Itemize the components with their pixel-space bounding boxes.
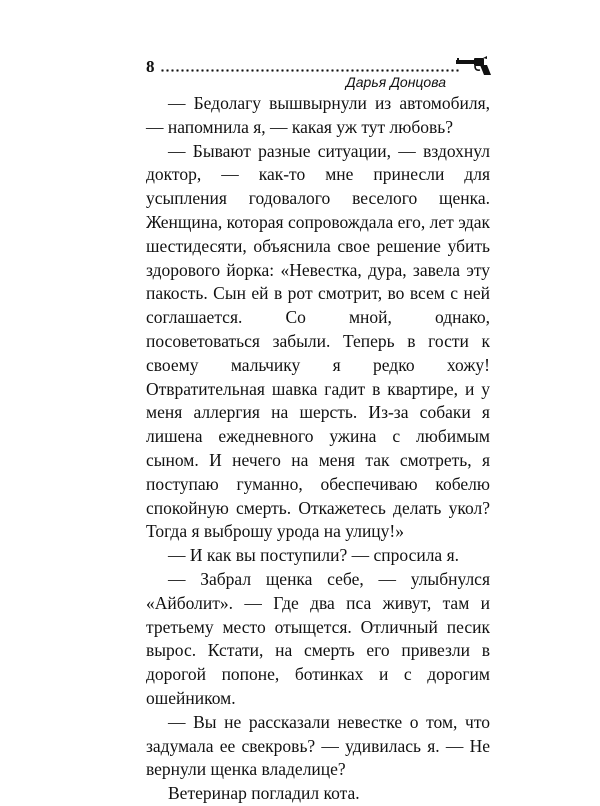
pistol-icon [456,56,492,76]
running-header [146,54,490,94]
paragraph: — Забрал щенка себе, — улыбнулся «Айболит». — Где два пса живут, там и третьему место отыщется. Отличный песик вырос. Кстати, на смерть его привезли в дорогой попоне, ботинках и с дорогим ошейником. [146,568,490,708]
paragraph: — Вы не рассказали невестке о том, что задумала ее свекровь? — удивилась я. — Не вернули щенка владелице? [146,711,490,780]
paragraph: Ветеринар погладил кота. [168,783,360,804]
running-title-author: Дарья Донцова [345,74,446,90]
page-number: 8 [146,57,155,76]
paragraph: — Бывают разные ситуации, — вздохнул доктор, — как-то мне принесли для усыпления годовалого веселого щенка. Женщина, которая сопровождала его, лет эдак шестидесяти, объяснила свое решение убить здорового йорка: «Невестка, дура, завела эту пакость. Сын ей в рот смотрит, во всем с ней соглашается. Со мной, однако, посоветоваться забыли. Теперь в гости к своему мальчику я редко хожу! Отвратительная шавка гадит в квартире, и у меня аллергия на шерсть. Из-за собаки я лишена ежедневного ужина с любимым сыном. И нечего на меня так смотреть, я поступаю гуманно, обеспечиваю кобелю спокойную смерть. Откажетесь делать укол? Тогда я выброшу урода на улицу!» [146,140,490,542]
paragraph: — Бедолагу вышвырнули из автомобиля, — напомнила я, — какая уж тут любовь? [146,93,490,137]
body-text [146,92,490,806]
paragraph: — И как вы поступили? — спросила я. [168,545,459,566]
dotted-rule [160,69,460,72]
